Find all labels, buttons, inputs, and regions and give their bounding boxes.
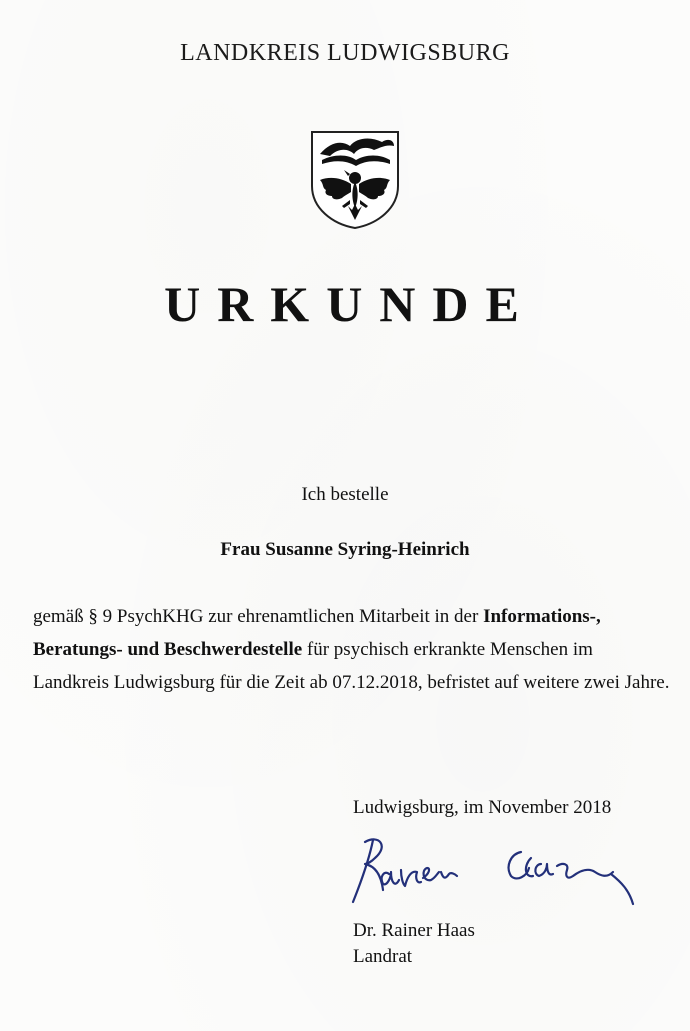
signer-block [353, 918, 475, 970]
body-text-part1: gemäß § 9 PsychKHG zur ehrenamtlichen Mitarbeit in der [33, 606, 484, 627]
intro-text: Ich bestelle [301, 484, 389, 505]
signer-title: Landrat [353, 946, 413, 967]
handwritten-signature [345, 830, 665, 930]
place-and-date: Ludwigsburg, im November 2018 [353, 797, 612, 818]
district-heading: LANDKREIS LUDWIGSBURG [180, 40, 510, 66]
signer-name: Dr. Rainer Haas [353, 920, 475, 941]
recipient-name: Frau Susanne Syring-Heinrich [220, 539, 470, 560]
body-text-bold: Informations-, Beratungs- und Beschwerdestelle [33, 606, 601, 660]
document-title: URKUNDE [164, 276, 536, 332]
coat-of-arms-icon [308, 128, 402, 230]
appointment-text [33, 600, 673, 699]
body-text-part2: für psychisch erkrankte Menschen im Landkreis Ludwigsburg für die Zeit ab 07.12.2018, befristet auf weitere zwei Jahre. [33, 639, 670, 693]
